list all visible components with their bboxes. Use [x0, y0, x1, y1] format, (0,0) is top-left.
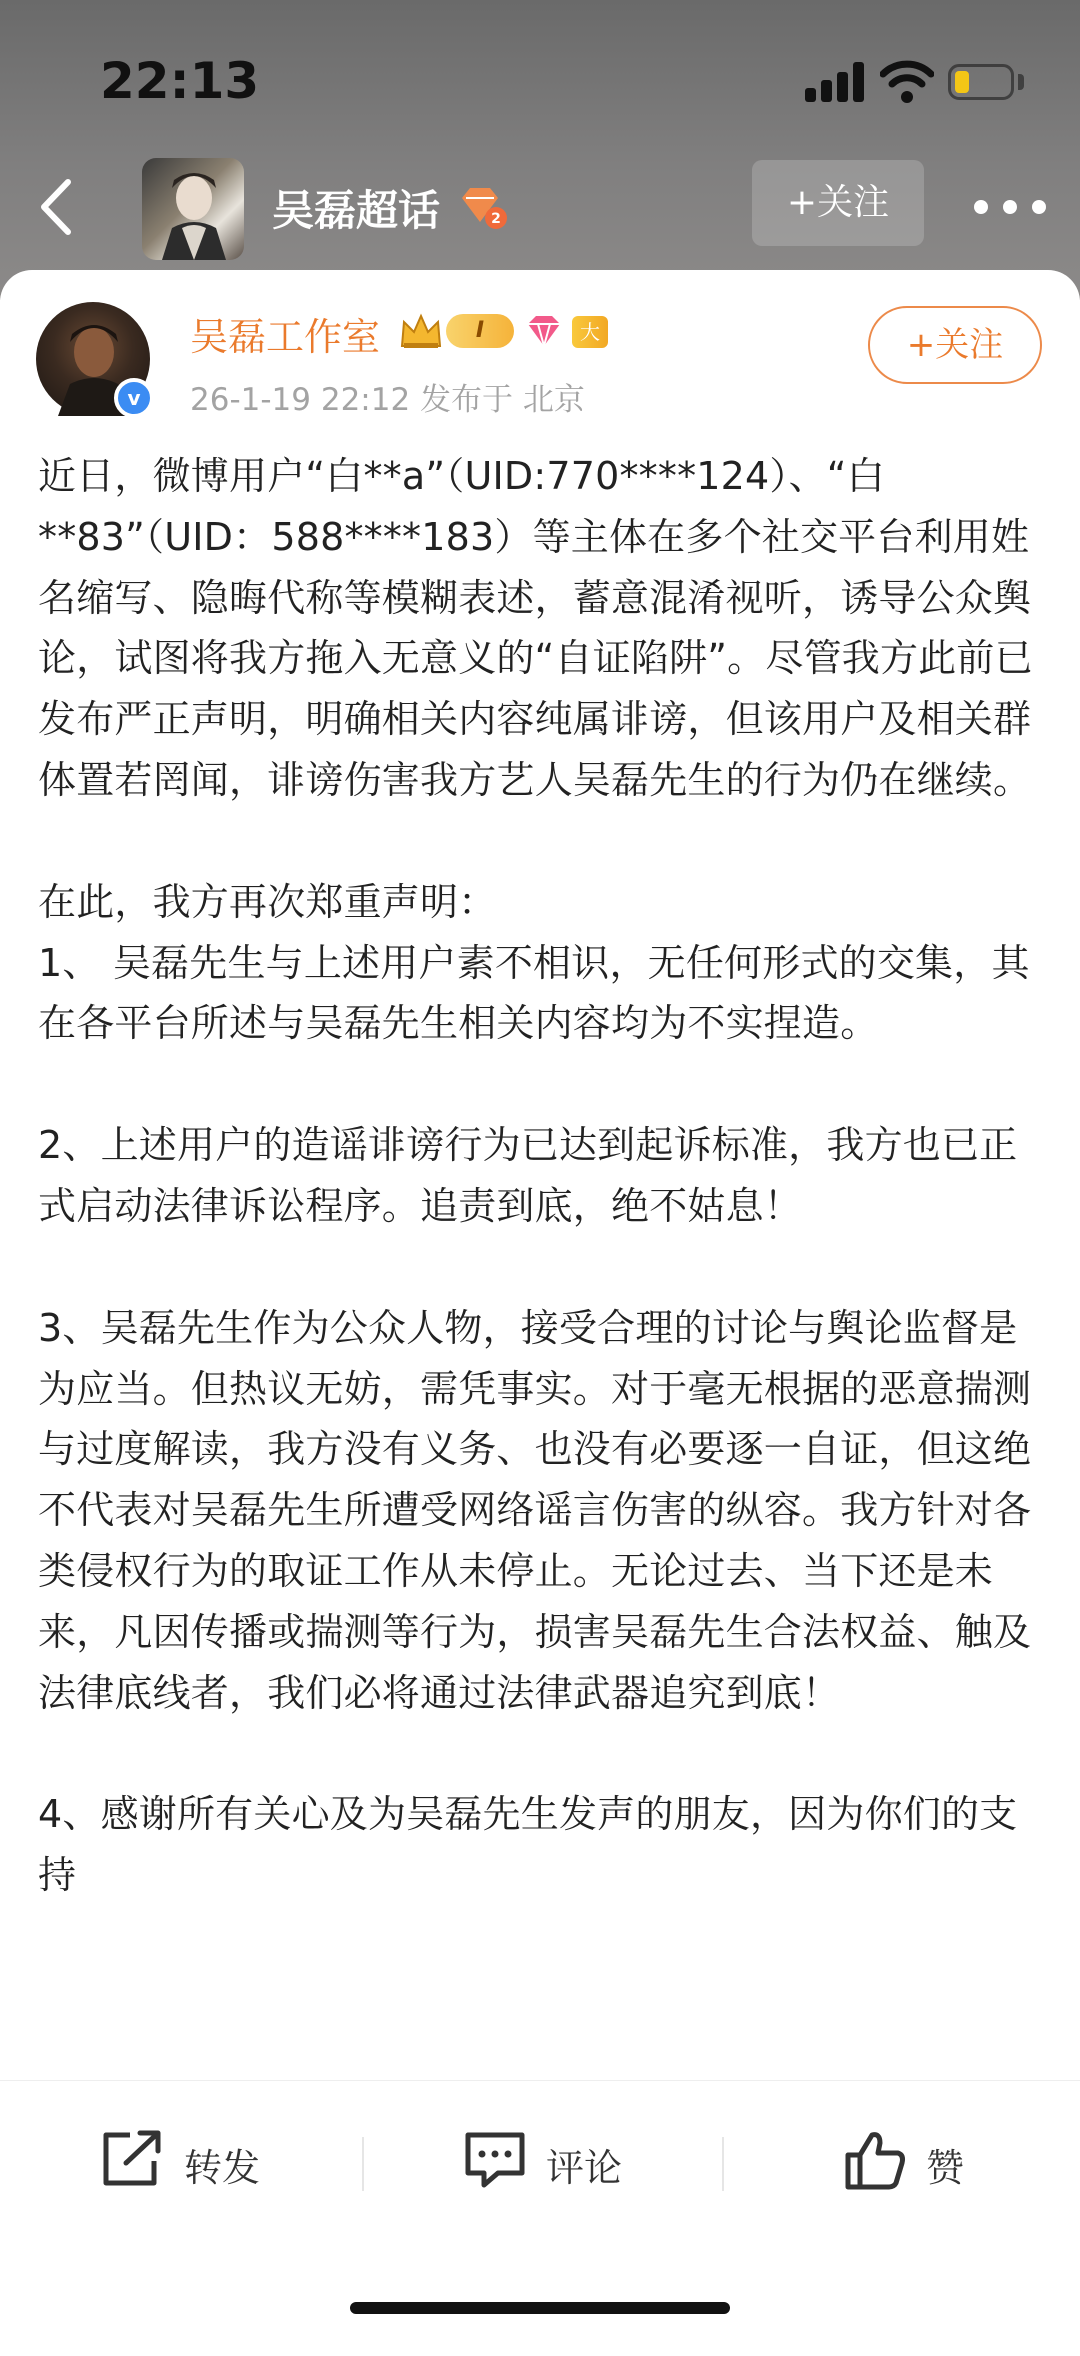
action-bar [0, 2080, 1080, 2339]
thumbs-up-icon [842, 2129, 908, 2193]
author-follow-button[interactable]: +关注 [868, 306, 1042, 384]
post-paragraph: 4、感谢所有关心及为吴磊先生发声的朋友，因为你们的支持 [38, 1792, 1018, 1898]
author-name[interactable]: 吴磊工作室 [190, 315, 381, 359]
daka-badge: 大咖 [572, 316, 608, 348]
topic-avatar[interactable] [142, 158, 244, 260]
like-label: 赞 [926, 2146, 965, 2190]
vip-crown-icon [398, 310, 444, 352]
post-paragraph: 在此，我方再次郑重声明： [38, 879, 497, 924]
diamond-icon [524, 314, 564, 350]
action-divider [362, 2137, 364, 2191]
wifi-icon [880, 58, 934, 104]
cellular-signal-icon [805, 62, 865, 102]
back-arrow-icon[interactable] [28, 172, 88, 242]
more-options-icon[interactable] [970, 180, 1050, 230]
post-paragraph: 2、上述用户的造谣诽谤行为已达到起诉标准，我方也已正式启动法律诉讼程序。追责到底，绝不姑息！ [38, 1123, 1018, 1228]
like-button[interactable] [842, 2129, 1022, 2199]
topic-level-number: 2 [491, 211, 501, 227]
topic-follow-button[interactable]: +关注 [752, 160, 924, 246]
vip-level-badge: I [446, 314, 514, 348]
status-bar [0, 0, 1080, 160]
repost-icon [100, 2129, 166, 2189]
repost-button[interactable] [100, 2129, 300, 2199]
topic-title: 吴磊超话 [272, 186, 441, 235]
svg-text:v: v [127, 386, 141, 410]
status-time: 22:13 [100, 52, 260, 110]
comment-icon [462, 2129, 528, 2191]
post-card [0, 270, 1080, 2338]
post-paragraph: 1、 吴磊先生与上述用户素不相识，无任何形式的交集，其在各平台所述与吴磊先生相关内容均为不实捏造。 [38, 940, 1030, 1046]
post-meta: 26-1-19 22:12 发布于 北京 [190, 382, 585, 418]
post-paragraph: 3、吴磊先生作为公众人物，接受合理的讨论与舆论监督是为应当。但热议无妨，需凭事实。对于毫无根据的恶意揣测与过度解读，我方没有义务、也没有必要逐一自证，但这绝不代表对吴磊先生所遭受网络谣言伤害的纵容。我方针对各类侵权行为的取证工作从未停止。无论过去、当下还是未来，凡因传播或揣测等行为，损害吴磊先生合法权益、触及法律底线者，我们必将通过法律武器追究到底！ [38, 1305, 1032, 1715]
topic-level-icon [456, 186, 508, 230]
comment-button[interactable] [462, 2129, 662, 2199]
verified-icon [114, 378, 154, 418]
battery-icon [948, 64, 1014, 100]
action-divider [722, 2137, 724, 2191]
battery-cap [1018, 74, 1024, 90]
comment-label: 评论 [546, 2146, 623, 2190]
post-paragraph: 近日，微博用户“白**a”（UID:770****124）、“白**83”（UID：588****183）等主体在多个社交平台利用姓名缩写、隐晦代称等模糊表述，蓄意混淆视听，诱导公众舆论，试图将我方拖入无意义的“自证陷阱”。尽管我方此前已发布严正声明，明确相关内容纯属诽谤，但该用户及相关群体置若罔闻，诽谤伤害我方艺人吴磊先生的行为仍在继续。 [38, 454, 1033, 802]
home-indicator[interactable] [350, 2302, 730, 2314]
repost-label: 转发 [184, 2146, 261, 2190]
post-body [38, 446, 1048, 2356]
nav-bar [0, 150, 1080, 270]
